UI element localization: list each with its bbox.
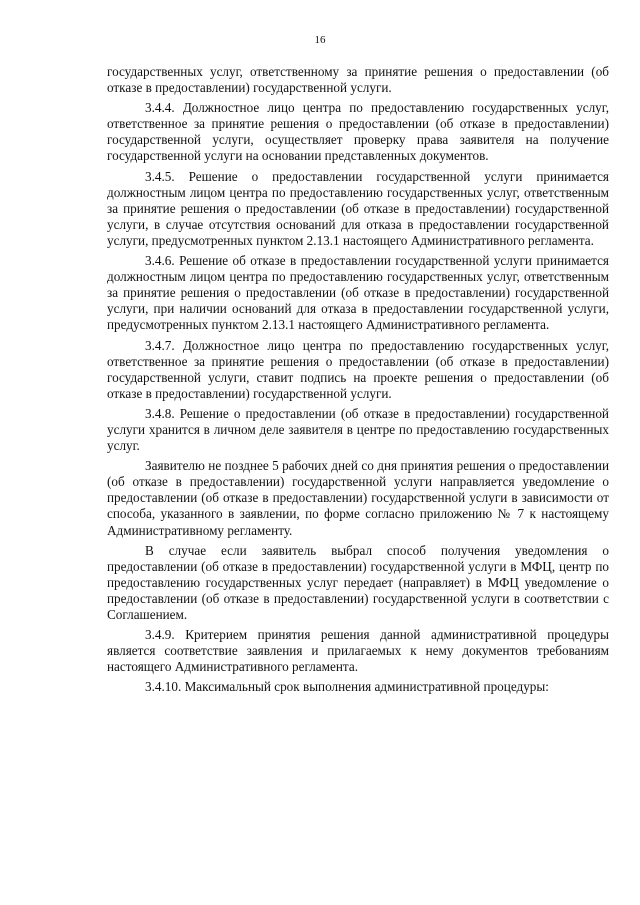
document-body	[107, 64, 609, 699]
paragraph-3-4-10: 3.4.10. Максимальный срок выполнения административной процедуры:	[145, 679, 549, 695]
paragraph-3-4-8: 3.4.8. Решение о предоставлении (об отказе в предоставлении) государственной услуги хранится в личном деле заявителя в центре по предоставлению государственных услуг.	[107, 405, 609, 454]
paragraph-3-4-6: 3.4.6. Решение об отказе в предоставлении государственной услуги принимается должностным лицом центра по предоставлению государственных услуг, ответственным за принятие решения о предоставлении (об отказе в предоставлении) государственной услуги, при наличии оснований для отказа в предоставлении государственной услуги, предусмотренных пунктом 2.13.1 настоящего Административного регламента.	[107, 253, 609, 333]
paragraph-3-4-7: 3.4.7. Должностное лицо центра по предоставлению государственных услуг, ответственное за принятие решения о предоставлении (об отказе в предоставлении) государственной услуги, ставит подпись на проекте решения о предоставлении (об отказе в предоставлении) государственной услуги.	[107, 337, 609, 401]
paragraph-notification: Заявителю не позднее 5 рабочих дней со дня принятия решения о предоставлении (об отказе в предоставлении) государственной услуги направляется уведомление о предоставлении (об отказе в предоставлении) государственной услуги в зависимости от способа, указанного в заявлении, по форме согласно приложению № 7 к настоящему Административному регламенту.	[107, 458, 609, 538]
paragraph-3-4-4: 3.4.4. Должностное лицо центра по предоставлению государственных услуг, ответственное за принятие решения о предоставлении (об отказе в предоставлении) государственной услуги, осуществляет проверку права заявителя на получение государственной услуги на основании представленных документов.	[107, 100, 609, 164]
paragraph-3-4-5: 3.4.5. Решение о предоставлении государственной услуги принимается должностным лицом центра по предоставлению государственных услуг, ответственным за принятие решения о предоставлении (об отказе в предоставлении) государственной услуги, в случае отсутствия оснований для отказа в предоставлении государственной услуги, предусмотренных пунктом 2.13.1 настоящего Административного регламента.	[107, 168, 609, 248]
page-number: 16	[314, 34, 326, 46]
paragraph-mfc: В случае если заявитель выбрал способ получения уведомления о предоставлении (об отказе в предоставлении) государственной услуги в МФЦ, центр по предоставлению государственных услуг передает (направляет) в МФЦ уведомление о предоставлении (об отказе в предоставлении) государственной услуги в соответствии с Соглашением.	[107, 542, 609, 622]
paragraph-continuation: государственных услуг, ответственному за принятие решения о предоставлении (об отказе в предоставлении) государственной услуги.	[107, 64, 609, 96]
paragraph-3-4-9: 3.4.9. Критерием принятия решения данной административной процедуры является соответствие заявления и прилагаемых к нему документов требованиям настоящего Административного регламента.	[107, 627, 609, 675]
